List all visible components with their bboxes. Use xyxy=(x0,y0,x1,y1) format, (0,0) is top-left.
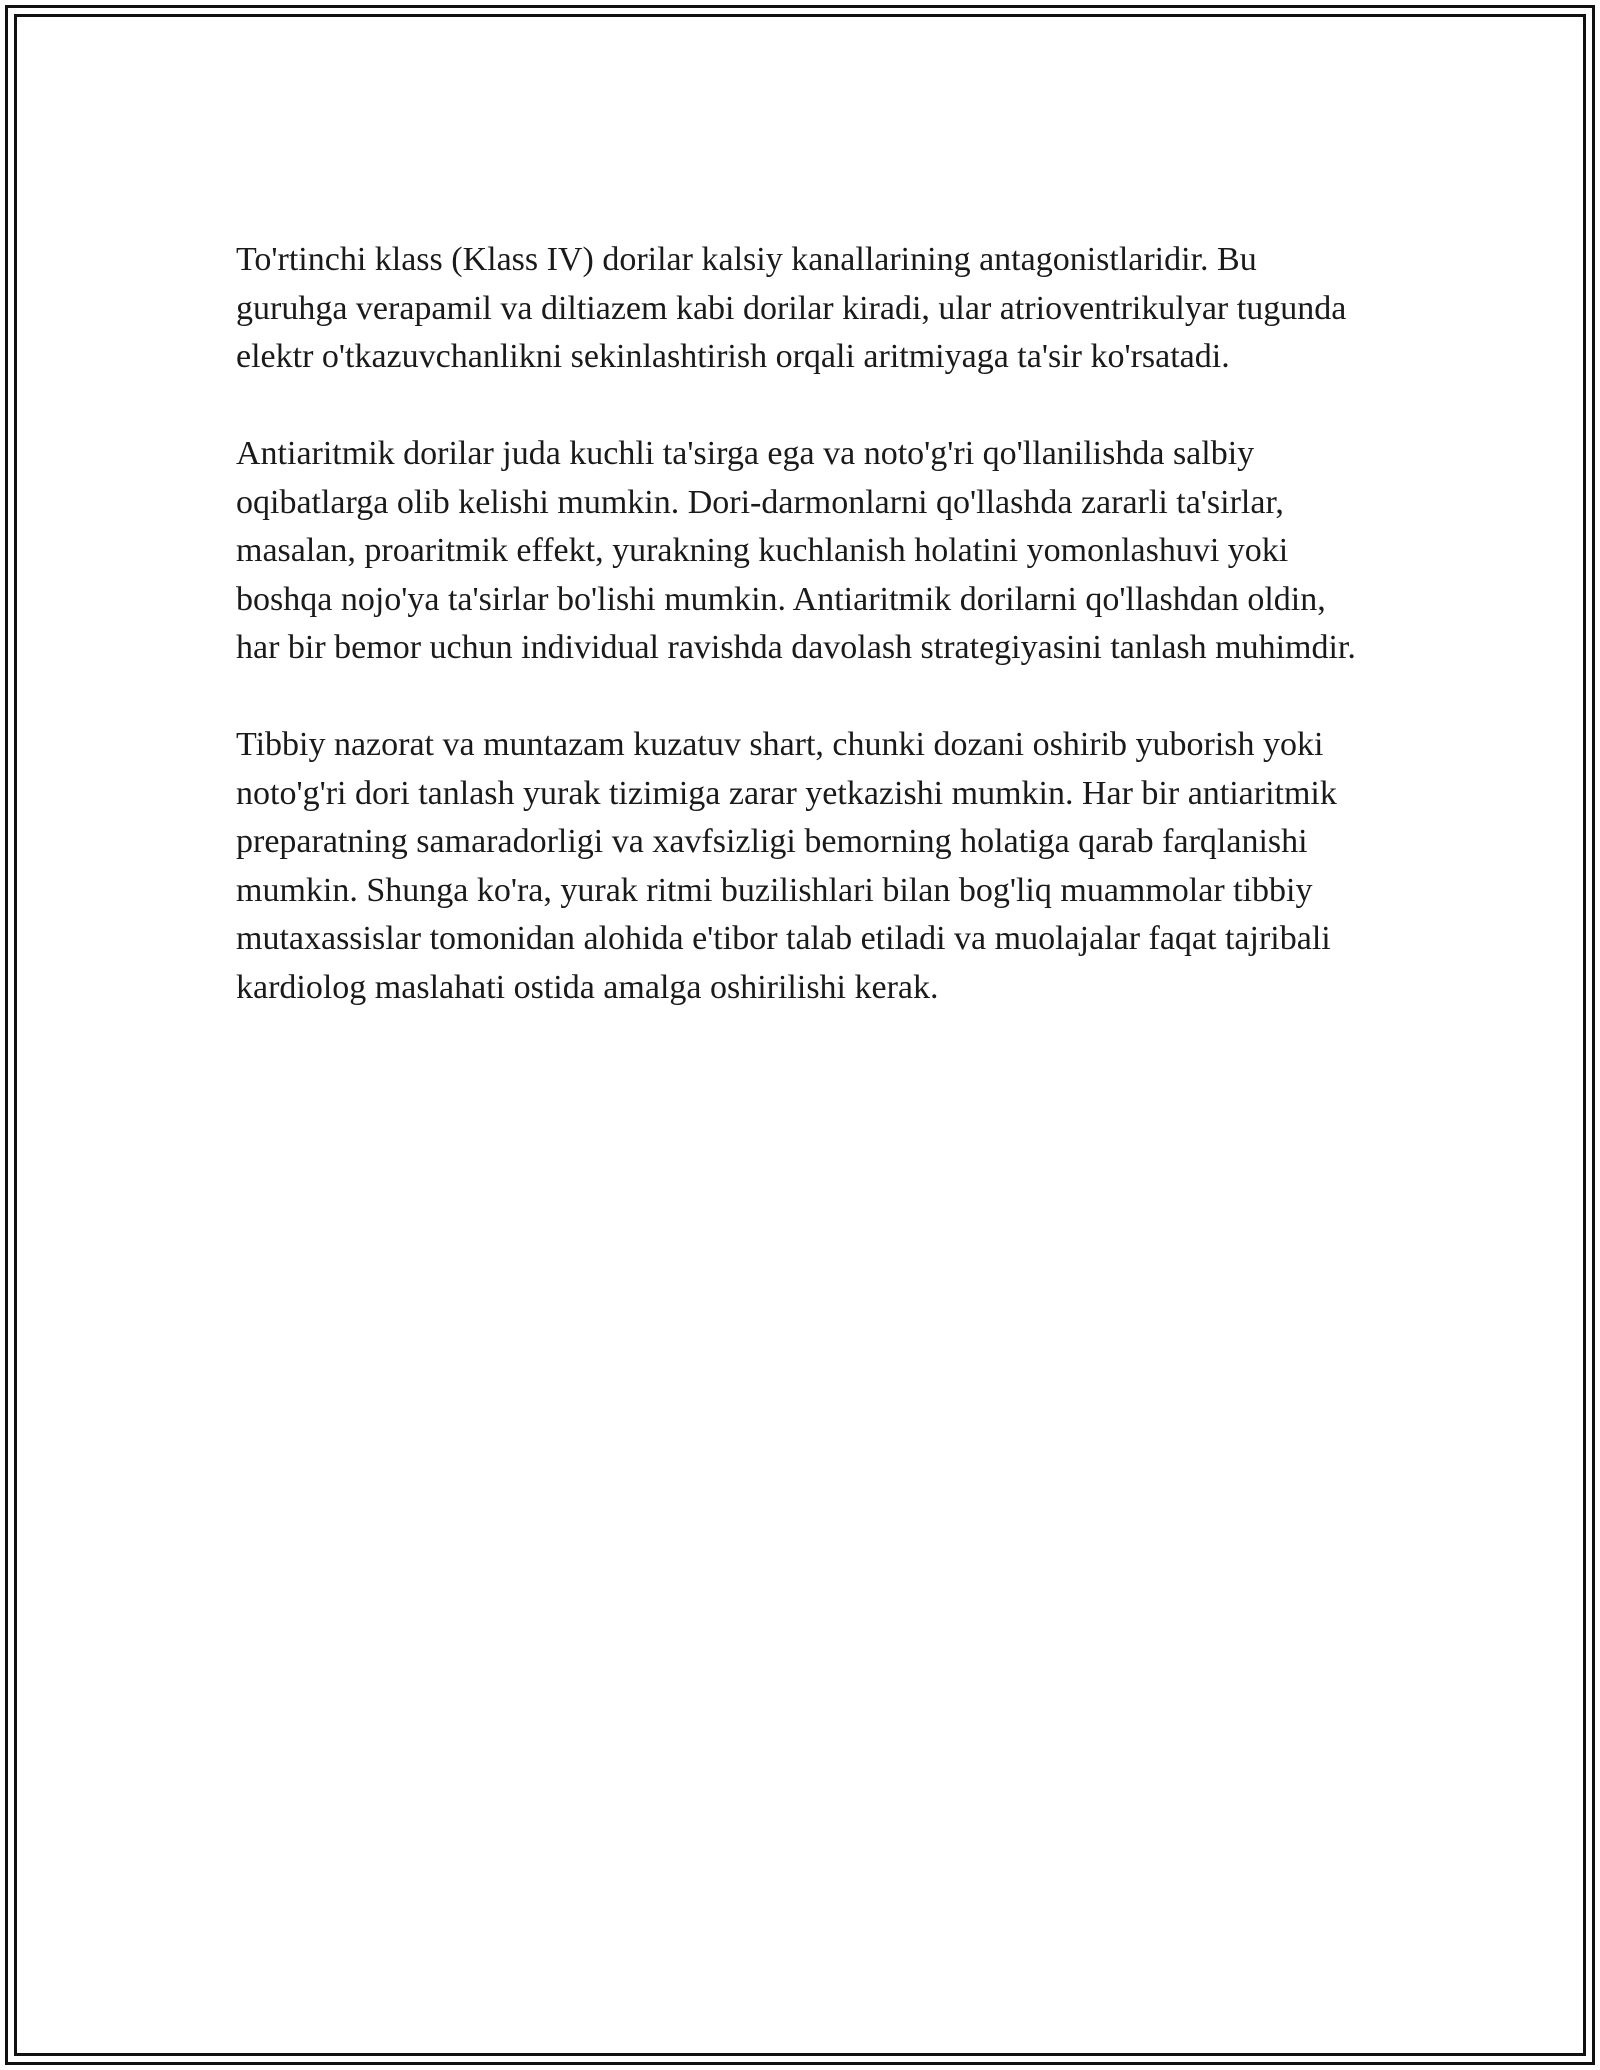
paragraph-antiarrhythmic-risks: Antiaritmik dorilar juda kuchli ta'sirga ega va noto'g'ri qo'llanilishda salbiy oqibatlarga olib kelishi mumkin. Dori-darmonlarni qo'llashda zararli ta'sirlar, masalan, proaritmik effekt, yurakning kuchlanish holatini yomonlashuvi yoki boshqa nojo'ya ta'sirlar bo'lishi mumkin. Antiaritmik dorilarni qo'llashdan oldin, har bir bemor uchun individual ravishda davolash strategiyasini tanlash muhimdir. xyxy=(236,435,1356,666)
paragraph-calcium-channel-blockers: To'rtinchi klass (Klass IV) dorilar kalsiy kanallarining antagonistlaridir. Bu guruhga verapamil va diltiazem kabi dorilar kiradi, ular atrioventrikulyar tugunda elektr o'tkazuvchanlikni sekinlashtirish orqali aritmiyaga ta'sir ko'rsatadi. xyxy=(236,241,1347,375)
document-body xyxy=(236,236,1366,1061)
paragraph-medical-supervision: Tibbiy nazorat va muntazam kuzatuv shart, chunki dozani oshirib yuborish yoki noto'g'ri dori tanlash yurak tizimiga zarar yetkazishi mumkin. Har bir antiaritmik preparatning samaradorligi va xavfsizligi bemorning holatiga qarab farqlanishi mumkin. Shunga ko'ra, yurak ritmi buzilishlari bilan bog'liq muammolar tibbiy mutaxassislar tomonidan alohida e'tibor talab etiladi va muolajalar faqat tajribali kardiolog maslahati ostida amalga oshirilishi kerak. xyxy=(236,726,1337,1006)
